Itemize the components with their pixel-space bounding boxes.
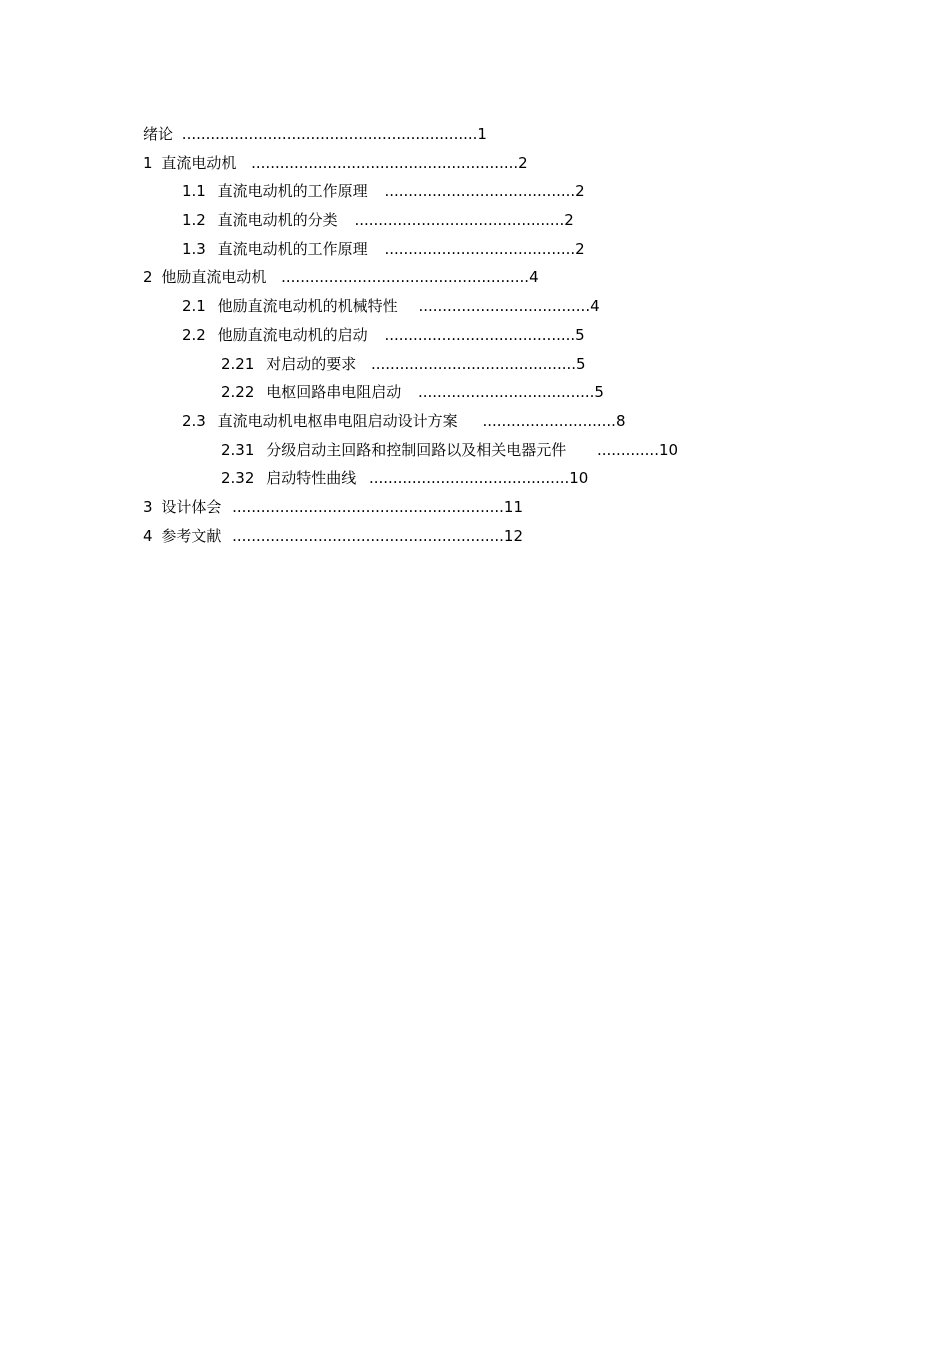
toc-entry-number: 2 bbox=[143, 268, 153, 287]
toc-entry-2-22 bbox=[143, 378, 843, 407]
toc-entry-page: 5 bbox=[576, 354, 586, 373]
toc-entry-title: 绪论 bbox=[143, 125, 174, 143]
table-of-contents bbox=[143, 120, 843, 550]
toc-entry-2-21 bbox=[143, 350, 843, 379]
toc-entry-title: 直流电动机的工作原理 bbox=[217, 182, 368, 201]
toc-entry-leader: ........................................................ bbox=[251, 153, 519, 172]
toc-entry-number: 2.1 bbox=[182, 297, 206, 316]
toc-entry-1-2 bbox=[143, 206, 843, 235]
toc-entry-leader: ........................................ bbox=[384, 325, 576, 344]
toc-entry-page: 1 bbox=[477, 125, 487, 143]
toc-entry-leader: ........................................ bbox=[384, 239, 576, 258]
toc-entry-leader: ......................................................... bbox=[232, 497, 504, 516]
toc-entry-page: 10 bbox=[569, 469, 589, 488]
toc-entry-title: 启动特性曲线 bbox=[266, 469, 357, 488]
toc-entry-page: 12 bbox=[503, 526, 523, 545]
toc-entry-leader: ......................................................... bbox=[232, 526, 504, 545]
toc-entry-title: 直流电动机电枢串电阻启动设计方案 bbox=[217, 411, 458, 430]
toc-entry-leader: .................................................... bbox=[281, 268, 530, 287]
toc-entry-page: 4 bbox=[590, 297, 600, 316]
toc-entry-number: 2.31 bbox=[221, 440, 255, 459]
toc-entry-2 bbox=[143, 263, 843, 292]
toc-entry-number: 2.3 bbox=[182, 411, 206, 430]
toc-entry-number: 2.21 bbox=[221, 354, 255, 373]
toc-entry-number: 2.32 bbox=[221, 469, 255, 488]
toc-entry-title: 他励直流电动机的机械特性 bbox=[217, 297, 398, 316]
toc-entry-page: 2 bbox=[575, 239, 585, 258]
toc-entry-number: 1.2 bbox=[182, 211, 206, 230]
toc-entry-title: 直流电动机的分类 bbox=[217, 211, 338, 230]
toc-entry-leader: ............................................ bbox=[354, 211, 565, 230]
toc-entry-title: 直流电动机 bbox=[161, 153, 237, 172]
toc-entry-page: 10 bbox=[658, 440, 679, 459]
toc-entry-title: 设计体会 bbox=[161, 497, 222, 516]
toc-entry-number: 1.3 bbox=[182, 239, 206, 258]
toc-entry-number: 2.2 bbox=[182, 325, 206, 344]
toc-entry-title: 电枢回路串电阻启动 bbox=[266, 383, 402, 402]
toc-entry-number: 2.22 bbox=[221, 383, 255, 402]
toc-entry-1 bbox=[143, 149, 843, 178]
toc-entry-leader: .......................................... bbox=[368, 469, 570, 488]
toc-entry-page: 4 bbox=[529, 268, 539, 287]
toc-entry-number: 1 bbox=[143, 153, 153, 172]
toc-entry-leader: .................................... bbox=[418, 297, 591, 316]
toc-entry-page: 2 bbox=[564, 211, 574, 230]
toc-entry-3 bbox=[143, 493, 843, 522]
toc-entry-leader: ........................................ bbox=[384, 182, 576, 201]
toc-entry-2-3 bbox=[143, 407, 843, 436]
toc-entry-number: 3 bbox=[143, 497, 153, 516]
toc-entry-number: 1.1 bbox=[182, 182, 206, 201]
toc-entry-page: 2 bbox=[518, 153, 528, 172]
toc-entry-title: 对启动的要求 bbox=[266, 354, 357, 373]
toc-entry-page: 2 bbox=[575, 182, 585, 201]
toc-entry-2-2 bbox=[143, 321, 843, 350]
toc-entry-title: 直流电动机的工作原理 bbox=[217, 239, 368, 258]
toc-entry-page: 11 bbox=[503, 497, 523, 516]
toc-entry-leader: ........................................... bbox=[370, 354, 577, 373]
toc-entry-page: 8 bbox=[615, 411, 626, 430]
toc-entry-4 bbox=[143, 522, 843, 551]
toc-entry-leader: ............. bbox=[596, 440, 659, 459]
toc-entry-leader: ..................................... bbox=[417, 383, 595, 402]
toc-entry-1-1 bbox=[143, 177, 843, 206]
toc-entry-title: 他励直流电动机的启动 bbox=[217, 325, 368, 344]
toc-entry-leader: .............................................................. bbox=[181, 125, 478, 143]
toc-entry-page: 5 bbox=[575, 325, 585, 344]
toc-entry-title: 分级启动主回路和控制回路以及相关电器元件 bbox=[266, 440, 567, 459]
toc-entry-intro bbox=[143, 120, 843, 149]
toc-entry-2-1 bbox=[143, 292, 843, 321]
toc-entry-2-32 bbox=[143, 464, 843, 493]
toc-entry-number: 4 bbox=[143, 526, 153, 545]
toc-entry-title: 参考文献 bbox=[161, 526, 222, 545]
toc-entry-leader: ............................ bbox=[482, 411, 616, 430]
toc-entry-2-31 bbox=[143, 436, 843, 465]
toc-entry-title: 他励直流电动机 bbox=[161, 268, 267, 287]
toc-entry-page: 5 bbox=[594, 383, 604, 402]
toc-entry-1-3 bbox=[143, 235, 843, 264]
